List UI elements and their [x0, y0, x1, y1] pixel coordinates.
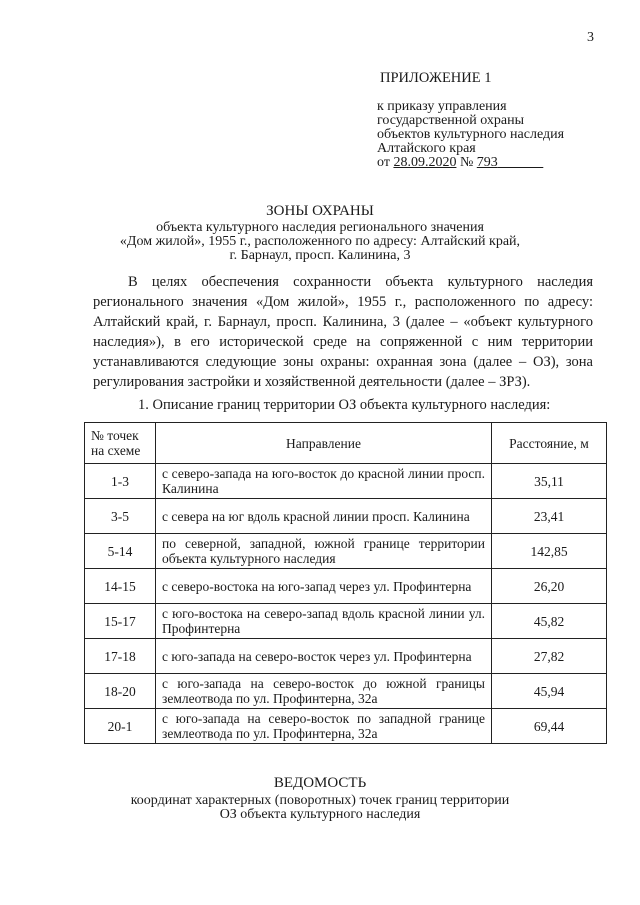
- appendix-block: [377, 70, 564, 170]
- cell-distance: 45,82: [492, 604, 607, 639]
- cell-distance: 45,94: [492, 674, 607, 709]
- cell-distance: 35,11: [492, 464, 607, 499]
- cell-points: 14-15: [85, 569, 156, 604]
- table-row: [85, 604, 607, 639]
- header-points: № точек на схеме: [85, 423, 156, 464]
- cell-direction: по северной, западной, южной границе территории объекта культурного наследия: [156, 534, 492, 569]
- table-row: [85, 709, 607, 744]
- appendix-line: государственной охраны: [377, 113, 525, 128]
- table-header-row: [85, 423, 607, 464]
- cell-direction: с юго-запада на северо-восток через ул. Профинтерна: [156, 639, 492, 674]
- table-row: [85, 569, 607, 604]
- order-reference: [377, 156, 564, 170]
- table-row: [85, 639, 607, 674]
- cell-points: 17-18: [85, 639, 156, 674]
- table-row: [85, 499, 607, 534]
- section-title: 1. Описание границ территории ОЗ объекта культурного наследия:: [138, 397, 551, 413]
- boundary-table: [84, 422, 607, 744]
- appendix-line: Алтайского края: [377, 141, 476, 156]
- cell-points: 5-14: [85, 534, 156, 569]
- cell-direction: с юго-запада на северо-восток по западной границе землеотвода по ул. Профинтерна, 32а: [156, 709, 492, 744]
- intro-paragraph: В целях обеспечения сохранности объекта культурного наследия регионального значения «Дом жилой», 1955 г., расположенного по адресу: Алтайский край, г. Барнаул, просп. Калинина, 3 (далее – «объект культурного наследия»), в его исторической среде на сопряженной с ним территории устанавливаются следующие зоны охраны: охранная зона (далее – ОЗ), зона регулирования застройки и хозяйственной деятельности (далее – ЗРЗ).: [93, 274, 593, 390]
- cell-direction: с юго-запада на северо-восток до южной границы землеотвода по ул. Профинтерна, 32а: [156, 674, 492, 709]
- order-date: 28.09.2020: [393, 155, 457, 170]
- appendix-line: объектов культурного наследия: [377, 127, 565, 142]
- cell-distance: 69,44: [492, 709, 607, 744]
- header-direction: Направление: [156, 423, 492, 464]
- order-number: 793: [476, 155, 498, 170]
- statement-title: ВЕДОМОСТЬ: [273, 775, 367, 791]
- table-row: [85, 534, 607, 569]
- statement-heading: [0, 776, 640, 822]
- header-distance: Расстояние, м: [492, 423, 607, 464]
- cell-distance: 26,20: [492, 569, 607, 604]
- statement-line: ОЗ объекта культурного наследия: [219, 807, 421, 822]
- appendix-line: к приказу управления: [377, 99, 507, 114]
- table-row: [85, 674, 607, 709]
- cell-points: 1-3: [85, 464, 156, 499]
- cell-distance: 23,41: [492, 499, 607, 534]
- cell-points: 3-5: [85, 499, 156, 534]
- cell-distance: 142,85: [492, 534, 607, 569]
- document-heading: [0, 204, 640, 263]
- cell-points: 18-20: [85, 674, 156, 709]
- order-number-blank: [498, 155, 544, 170]
- order-prefix: от: [377, 155, 394, 170]
- cell-direction: с юго-востока на северо-запад вдоль красной линии ул. Профинтерна: [156, 604, 492, 639]
- cell-direction: с северо-востока на юго-запад через ул. Профинтерна: [156, 569, 492, 604]
- order-number-prefix: №: [456, 155, 477, 170]
- cell-distance: 27,82: [492, 639, 607, 674]
- table-row: [85, 464, 607, 499]
- page-number: 3: [587, 30, 594, 45]
- appendix-title: ПРИЛОЖЕНИЕ 1: [380, 70, 492, 86]
- statement-line: координат характерных (поворотных) точек границ территории: [130, 793, 510, 808]
- heading-line: г. Барнаул, просп. Калинина, 3: [229, 248, 411, 263]
- heading-line: «Дом жилой», 1955 г., расположенного по адресу: Алтайский край,: [119, 234, 521, 249]
- heading-title: ЗОНЫ ОХРАНЫ: [266, 203, 374, 219]
- cell-direction: с северо-запада на юго-восток до красной линии просп. Калинина: [156, 464, 492, 499]
- cell-points: 20-1: [85, 709, 156, 744]
- cell-direction: с севера на юг вдоль красной линии просп. Калинина: [156, 499, 492, 534]
- heading-line: объекта культурного наследия регионального значения: [156, 220, 484, 235]
- cell-points: 15-17: [85, 604, 156, 639]
